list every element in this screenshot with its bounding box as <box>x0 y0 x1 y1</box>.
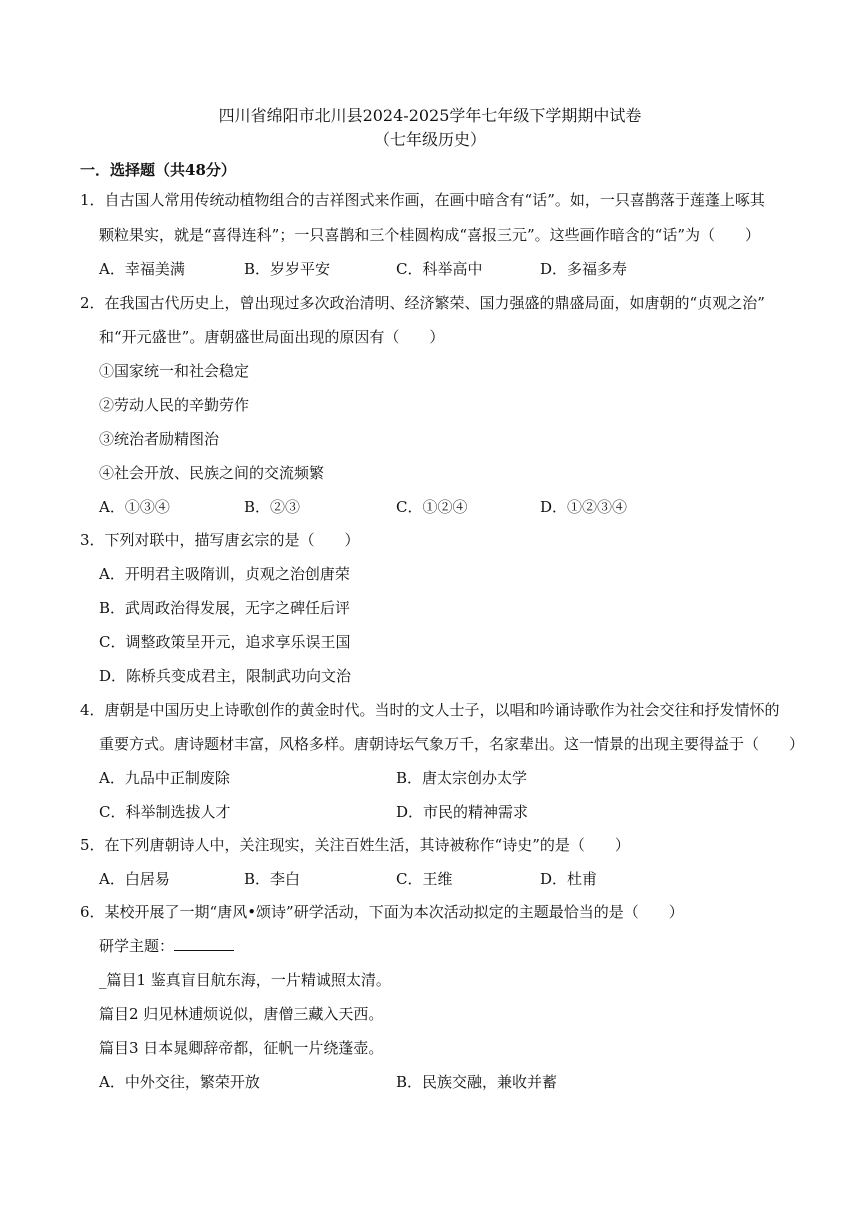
q5-option-d: D．杜甫 <box>540 870 598 888</box>
q6-stem: 6．某校开展了一期“唐风•颂诗”研学活动，下面为本次活动拟定的主题最恰当的是（ ） <box>80 903 684 921</box>
q3-option-d: D．陈桥兵变成君主，限制武功向文治 <box>99 667 352 685</box>
q5-option-b: B．李白 <box>244 870 301 888</box>
q3-option-c: C．调整政策呈开元，追求享乐误王国 <box>99 633 351 651</box>
q2-option-d: D．①②③④ <box>540 498 628 516</box>
q4-option-c: C．科举制选拔人才 <box>99 803 231 821</box>
q2-option-a: A．①③④ <box>99 498 170 516</box>
q6-topic-label: 研学主题： <box>99 937 175 955</box>
q2-line2: 和“开元盛世”。唐朝盛世局面出现的原因有（ ） <box>99 328 445 346</box>
q2-item-4: ④社会开放、民族之间的交流频繁 <box>99 464 325 482</box>
q1-line1: 1．自古国人常用传统动植物组合的吉祥图式来作画，在画中暗含有“话”。如，一只喜鹊落于莲蓬上啄其 <box>80 191 765 209</box>
section-heading: 一．选择题（共48分） <box>80 161 236 179</box>
q6-topic <box>99 935 234 956</box>
q6-line-1: _篇目1 鉴真盲目航东海，一片精诚照太清。 <box>99 971 391 989</box>
q4-line1: 4．唐朝是中国历史上诗歌创作的黄金时代。当时的文人士子，以唱和吟诵诗歌作为社会交往和抒发情怀的 <box>80 701 780 719</box>
q5-stem: 5．在下列唐朝诗人中，关注现实，关注百姓生活，其诗被称作“诗史”的是（ ） <box>80 836 630 854</box>
q6-line-2: 篇目2 归见林逋烦说似，唐僧三藏入天西。 <box>99 1005 384 1023</box>
exam-title: 四川省绵阳市北川县2024-2025学年七年级下学期期中试卷 <box>218 106 642 125</box>
q1-option-d: D．多福多寿 <box>540 260 628 278</box>
q3-stem: 3．下列对联中，描写唐玄宗的是（ ） <box>80 531 360 549</box>
q2-item-1: ①国家统一和社会稳定 <box>99 362 250 380</box>
q2-item-3: ③统治者励精图治 <box>99 430 220 448</box>
q1-option-c: C．科举高中 <box>396 260 483 278</box>
q1-option-b: B．岁岁平安 <box>244 260 331 278</box>
q3-option-b: B．武周政治得发展，无字之碑任后评 <box>99 599 351 617</box>
exam-subtitle: （七年级历史） <box>373 130 486 149</box>
q4-option-b: B．唐太宗创办太学 <box>396 769 528 787</box>
q6-option-b: B．民族交融，兼收并蓄 <box>396 1073 558 1091</box>
q6-option-a: A．中外交往，繁荣开放 <box>99 1073 260 1091</box>
q4-option-d: D．市民的精神需求 <box>396 803 529 821</box>
q3-option-a: A．开明君主吸隋训，贞观之治创唐荣 <box>99 565 350 583</box>
q6-line-3: 篇目3 日本晁卿辞帝都，征帆一片绕蓬壶。 <box>99 1039 384 1057</box>
q5-option-a: A．白居易 <box>99 870 170 888</box>
q6-topic-blank <box>174 936 234 951</box>
q2-option-c: C．①②④ <box>396 498 468 516</box>
q2-line1: 2．在我国古代历史上，曾出现过多次政治清明、经济繁荣、国力强盛的鼎盛局面，如唐朝的“贞观之治” <box>80 294 765 312</box>
q4-option-a: A．九品中正制废除 <box>99 769 230 787</box>
q5-option-c: C．王维 <box>396 870 453 888</box>
q1-option-a: A．幸福美满 <box>99 260 185 278</box>
q4-line2: 重要方式。唐诗题材丰富，风格多样。唐朝诗坛气象万千，名家辈出。这一情景的出现主要得益于（ ） <box>99 735 805 753</box>
q1-line2: 颗粒果实，就是“喜得连科”；一只喜鹊和三个桂圆构成“喜报三元”。这些画作暗含的“话”为（ ） <box>99 226 761 244</box>
q2-option-b: B．②③ <box>244 498 301 516</box>
exam-title-block <box>0 104 860 152</box>
q2-item-2: ②劳动人民的辛勤劳作 <box>99 396 250 414</box>
